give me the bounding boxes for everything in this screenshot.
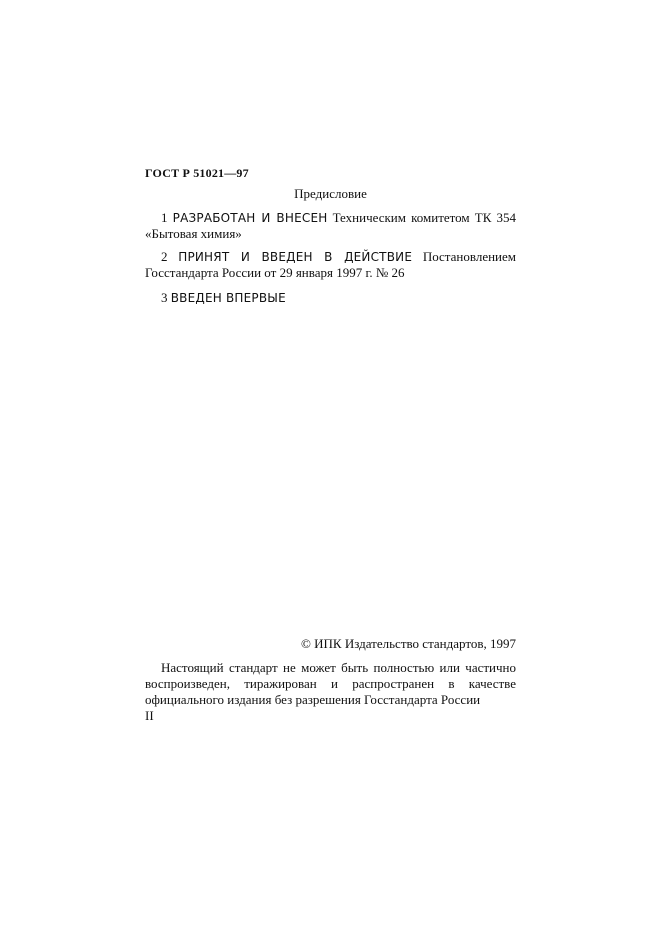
preface-item-number: 1: [161, 210, 168, 225]
preface-item-number: 3: [161, 290, 168, 305]
reproduction-notice: [145, 660, 516, 708]
preface-item-lead: РАЗРАБОТАН И ВНЕСЕН: [172, 211, 328, 225]
preface-item-text: Техническим комитетом ТК 354 «Бытовая химия»: [145, 210, 517, 241]
document-code: ГОСТ Р 51021—97: [145, 166, 249, 180]
preface-item-lead: ПРИНЯТ И ВВЕДЕН В ДЕЙСТВИЕ: [178, 250, 413, 264]
preface-item-number: 2: [161, 249, 168, 264]
preface-item-text: Постановлением Госстандарта России от 29 января 1997 г. № 26: [145, 249, 517, 280]
reproduction-notice-text: Настоящий стандарт не может быть полностью или частично воспроизведен, тиражирован и распространен в качестве официального издания без разрешения Госстандарта России: [145, 660, 516, 707]
preface-item-lead: ВВЕДЕН ВПЕРВЫЕ: [170, 291, 286, 305]
preface-title: Предисловие: [294, 186, 367, 201]
copyright-line: © ИПК Издательство стандартов, 1997: [301, 636, 516, 651]
preface-item-2: [145, 249, 516, 281]
page-number: II: [145, 708, 154, 723]
preface-item-3: [145, 290, 516, 306]
preface-item-1: [145, 210, 516, 242]
